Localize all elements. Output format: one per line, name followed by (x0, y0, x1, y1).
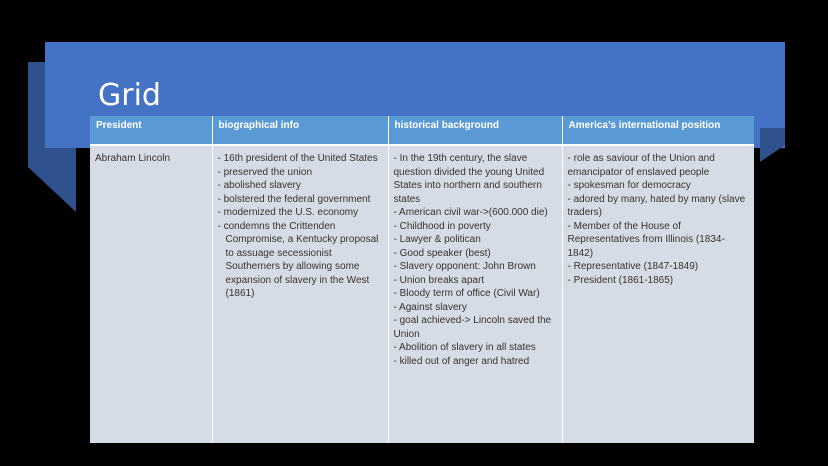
list-item: - modernized the U.S. economy (217, 207, 359, 218)
international-position-list (568, 152, 750, 287)
list-item: - 16th president of the United States (217, 153, 378, 164)
list-item: - Member of the House of Representatives from Illinois (1834-1842) (567, 220, 725, 259)
list-item: - preserved the union (217, 166, 313, 178)
list-item: - Union breaks apart (393, 274, 485, 286)
list-item: - In the 19th century, the slave question divided the young United States into northern and southern states (393, 153, 545, 205)
cell-biographical-info[interactable] (212, 145, 388, 443)
table-header-row (90, 116, 754, 145)
biographical-info-list (218, 152, 383, 301)
list-item: - Representative (1847-1849) (567, 261, 699, 272)
table-row (90, 145, 754, 443)
list-item: - Abolition of slavery in all states (393, 342, 536, 353)
list-item: - Lawyer & politican (393, 234, 481, 245)
list-item: - role as saviour of the Union and emancipator of enslaved people (567, 153, 715, 178)
list-item: - goal achieved-> Lincoln saved the Union (393, 315, 552, 340)
list-item: - adored by many, hated by many (slave traders) (567, 193, 746, 218)
header-historical-background[interactable]: historical background (388, 116, 562, 145)
banner-fold-right (760, 128, 785, 162)
header-international-position[interactable]: America’s international position (562, 116, 754, 145)
president-name: Abraham Lincoln (95, 153, 171, 164)
list-item: - Bloody term of office (Civil War) (393, 288, 540, 299)
cell-historical-background[interactable] (388, 145, 562, 443)
list-item: - condemns the Crittenden Compromise, a Kentucky proposal to assuage secessionist Southerners by allowing some expansion of slavery in the West (1861) (217, 220, 379, 299)
list-item: - Good speaker (best) (393, 247, 491, 259)
list-item: - Childhood in poverty (393, 220, 491, 232)
grid-table (90, 116, 754, 443)
list-item: - Slavery opponent: John Brown (393, 261, 536, 272)
historical-background-list (394, 152, 557, 368)
slide-title[interactable]: Grid (98, 78, 161, 113)
list-item: - Against slavery (393, 301, 467, 313)
list-item: - spokesman for democracy (567, 180, 691, 191)
list-item: - American civil war->(600.000 die) (393, 207, 548, 218)
list-item: - killed out of anger and hatred (393, 355, 530, 367)
cell-international-position[interactable] (562, 145, 754, 443)
list-item: - bolstered the federal government (217, 193, 371, 205)
list-item: - President (1861-1865) (567, 274, 674, 286)
header-biographical-info[interactable]: biographical info (212, 116, 388, 145)
list-item: - abolished slavery (217, 180, 301, 191)
cell-president[interactable] (90, 145, 212, 443)
header-president[interactable]: President (90, 116, 212, 145)
